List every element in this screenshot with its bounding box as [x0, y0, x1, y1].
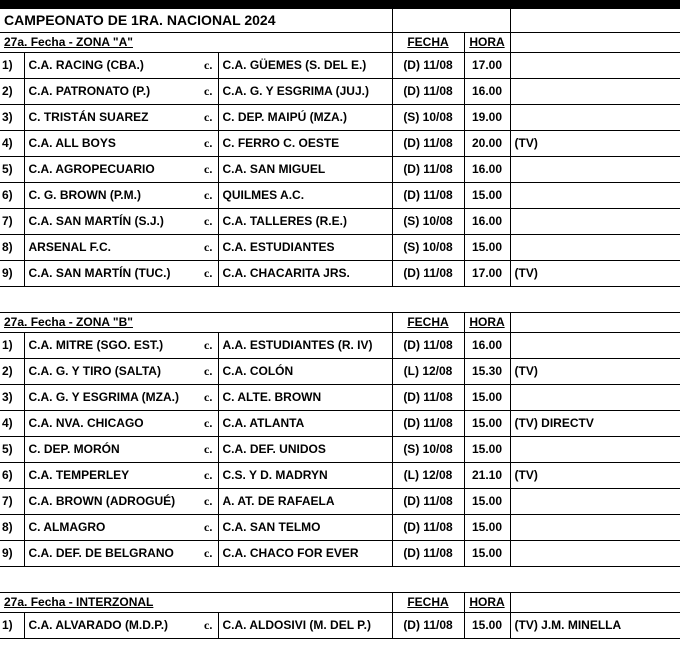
home-team: C. G. BROWN (P.M.): [24, 183, 200, 209]
match-date: (S) 10/08: [392, 209, 464, 235]
match-row: [0, 515, 680, 541]
broadcast-info: [510, 157, 680, 183]
versus-mark: c.: [200, 131, 218, 157]
section-header-row: [0, 33, 680, 53]
away-team: C.A. ESTUDIANTES: [218, 235, 392, 261]
hora-header: HORA: [464, 33, 510, 53]
broadcast-info: [510, 105, 680, 131]
away-team: C.A. ATLANTA: [218, 411, 392, 437]
match-time: 15.00: [464, 437, 510, 463]
broadcast-info: [510, 235, 680, 261]
match-date: (D) 11/08: [392, 613, 464, 639]
versus-mark: c.: [200, 105, 218, 131]
versus-mark: c.: [200, 541, 218, 567]
versus-mark: c.: [200, 157, 218, 183]
away-team: C.A. G. Y ESGRIMA (JUJ.): [218, 79, 392, 105]
match-row: [0, 183, 680, 209]
home-team: C.A. DEF. DE BELGRANO: [24, 541, 200, 567]
versus-mark: c.: [200, 463, 218, 489]
fixture-table: [0, 8, 680, 639]
match-date: (D) 11/08: [392, 79, 464, 105]
broadcast-info: (TV) DIRECTV: [510, 411, 680, 437]
home-team: C.A. AGROPECUARIO: [24, 157, 200, 183]
match-date: (S) 10/08: [392, 105, 464, 131]
home-team: C. DEP. MORÓN: [24, 437, 200, 463]
broadcast-info: [510, 79, 680, 105]
away-team: C.A. COLÓN: [218, 359, 392, 385]
broadcast-info: [510, 183, 680, 209]
versus-mark: c.: [200, 53, 218, 79]
home-team: C.A. SAN MARTÍN (S.J.): [24, 209, 200, 235]
match-row: [0, 359, 680, 385]
match-time: 17.00: [464, 261, 510, 287]
match-number: 1): [0, 333, 24, 359]
away-team: C. DEP. MAIPÚ (MZA.): [218, 105, 392, 131]
home-team: C.A. MITRE (SGO. EST.): [24, 333, 200, 359]
match-date: (D) 11/08: [392, 131, 464, 157]
match-row: [0, 53, 680, 79]
section-label: 27a. Fecha - ZONA "B": [0, 313, 392, 333]
match-number: 8): [0, 235, 24, 261]
away-team: C.A. SAN TELMO: [218, 515, 392, 541]
away-team: C.A. SAN MIGUEL: [218, 157, 392, 183]
match-date: (D) 11/08: [392, 333, 464, 359]
match-time: 20.00: [464, 131, 510, 157]
away-team: C. ALTE. BROWN: [218, 385, 392, 411]
broadcast-info: [510, 541, 680, 567]
match-row: [0, 437, 680, 463]
match-date: (D) 11/08: [392, 515, 464, 541]
home-team: C.A. ALL BOYS: [24, 131, 200, 157]
match-number: 9): [0, 261, 24, 287]
broadcast-info: (TV): [510, 261, 680, 287]
versus-mark: c.: [200, 411, 218, 437]
match-date: (L) 12/08: [392, 463, 464, 489]
away-team: C.A. TALLERES (R.E.): [218, 209, 392, 235]
match-date: (D) 11/08: [392, 489, 464, 515]
away-team: C.A. DEF. UNIDOS: [218, 437, 392, 463]
home-team: C.A. BROWN (ADROGUÉ): [24, 489, 200, 515]
match-row: [0, 105, 680, 131]
away-team: C.A. CHACARITA JRS.: [218, 261, 392, 287]
match-number: 4): [0, 411, 24, 437]
versus-mark: c.: [200, 261, 218, 287]
match-number: 4): [0, 131, 24, 157]
section-label: 27a. Fecha - ZONA "A": [0, 33, 392, 53]
match-number: 6): [0, 183, 24, 209]
match-number: 7): [0, 209, 24, 235]
match-row: [0, 131, 680, 157]
spacer-cell: [0, 567, 680, 593]
match-row: [0, 333, 680, 359]
match-number: 6): [0, 463, 24, 489]
home-team: C.A. TEMPERLEY: [24, 463, 200, 489]
blank-header-cell: [510, 313, 680, 333]
home-team: C.A. SAN MARTÍN (TUC.): [24, 261, 200, 287]
broadcast-info: (TV): [510, 131, 680, 157]
title-blank-cell: [392, 9, 510, 33]
versus-mark: c.: [200, 333, 218, 359]
match-time: 16.00: [464, 209, 510, 235]
match-row: [0, 411, 680, 437]
match-row: [0, 79, 680, 105]
hora-header: HORA: [464, 313, 510, 333]
away-team: QUILMES A.C.: [218, 183, 392, 209]
versus-mark: c.: [200, 489, 218, 515]
match-number: 3): [0, 105, 24, 131]
match-time: 15.00: [464, 411, 510, 437]
section-header-row: [0, 593, 680, 613]
match-number: 1): [0, 613, 24, 639]
fecha-header: FECHA: [392, 593, 464, 613]
match-date: (D) 11/08: [392, 157, 464, 183]
match-row: [0, 209, 680, 235]
match-number: 1): [0, 53, 24, 79]
match-time: 19.00: [464, 105, 510, 131]
match-time: 21.10: [464, 463, 510, 489]
spacer-cell: [0, 287, 680, 313]
versus-mark: c.: [200, 79, 218, 105]
broadcast-info: [510, 515, 680, 541]
match-row: [0, 541, 680, 567]
home-team: C.A. ALVARADO (M.D.P.): [24, 613, 200, 639]
home-team: C.A. G. Y ESGRIMA (MZA.): [24, 385, 200, 411]
away-team: C. FERRO C. OESTE: [218, 131, 392, 157]
match-date: (L) 12/08: [392, 359, 464, 385]
section-spacer: [0, 287, 680, 313]
broadcast-info: (TV) J.M. MINELLA: [510, 613, 680, 639]
versus-mark: c.: [200, 209, 218, 235]
fecha-header: FECHA: [392, 33, 464, 53]
versus-mark: c.: [200, 613, 218, 639]
match-date: (D) 11/08: [392, 385, 464, 411]
home-team: C.A. PATRONATO (P.): [24, 79, 200, 105]
section-label: 27a. Fecha - INTERZONAL: [0, 593, 392, 613]
page-title: CAMPEONATO DE 1RA. NACIONAL 2024: [0, 9, 392, 33]
away-team: A.A. ESTUDIANTES (R. IV): [218, 333, 392, 359]
match-time: 15.00: [464, 385, 510, 411]
away-team: C.A. ALDOSIVI (M. DEL P.): [218, 613, 392, 639]
match-number: 8): [0, 515, 24, 541]
match-date: (D) 11/08: [392, 53, 464, 79]
versus-mark: c.: [200, 359, 218, 385]
match-row: [0, 235, 680, 261]
away-team: C.S. Y D. MADRYN: [218, 463, 392, 489]
away-team: C.A. CHACO FOR EVER: [218, 541, 392, 567]
versus-mark: c.: [200, 437, 218, 463]
match-number: 2): [0, 79, 24, 105]
match-row: [0, 261, 680, 287]
broadcast-info: [510, 489, 680, 515]
match-row: [0, 489, 680, 515]
versus-mark: c.: [200, 183, 218, 209]
fixture-sheet: [0, 8, 680, 639]
broadcast-info: (TV): [510, 463, 680, 489]
match-time: 17.00: [464, 53, 510, 79]
match-date: (D) 11/08: [392, 411, 464, 437]
match-time: 16.00: [464, 157, 510, 183]
away-team: A. AT. DE RAFAELA: [218, 489, 392, 515]
home-team: C.A. G. Y TIRO (SALTA): [24, 359, 200, 385]
home-team: C. ALMAGRO: [24, 515, 200, 541]
match-time: 15.00: [464, 235, 510, 261]
match-row: [0, 157, 680, 183]
versus-mark: c.: [200, 385, 218, 411]
match-row: [0, 385, 680, 411]
broadcast-info: [510, 437, 680, 463]
top-edge-bar: [0, 0, 680, 8]
home-team: ARSENAL F.C.: [24, 235, 200, 261]
broadcast-info: [510, 209, 680, 235]
match-date: (S) 10/08: [392, 235, 464, 261]
match-number: 5): [0, 157, 24, 183]
title-blank-cell: [510, 9, 680, 33]
away-team: C.A. GÜEMES (S. DEL E.): [218, 53, 392, 79]
versus-mark: c.: [200, 515, 218, 541]
broadcast-info: [510, 53, 680, 79]
match-time: 15.00: [464, 515, 510, 541]
hora-header: HORA: [464, 593, 510, 613]
match-number: 5): [0, 437, 24, 463]
blank-header-cell: [510, 593, 680, 613]
match-date: (D) 11/08: [392, 541, 464, 567]
blank-header-cell: [510, 33, 680, 53]
match-time: 15.00: [464, 489, 510, 515]
broadcast-info: (TV): [510, 359, 680, 385]
broadcast-info: [510, 333, 680, 359]
match-time: 16.00: [464, 333, 510, 359]
home-team: C.A. NVA. CHICAGO: [24, 411, 200, 437]
match-row: [0, 613, 680, 639]
fecha-header: FECHA: [392, 313, 464, 333]
match-number: 2): [0, 359, 24, 385]
match-time: 15.00: [464, 183, 510, 209]
match-number: 3): [0, 385, 24, 411]
title-row: [0, 9, 680, 33]
match-time: 15.00: [464, 613, 510, 639]
home-team: C. TRISTÁN SUAREZ: [24, 105, 200, 131]
match-date: (S) 10/08: [392, 437, 464, 463]
section-header-row: [0, 313, 680, 333]
match-time: 16.00: [464, 79, 510, 105]
match-date: (D) 11/08: [392, 261, 464, 287]
versus-mark: c.: [200, 235, 218, 261]
home-team: C.A. RACING (CBA.): [24, 53, 200, 79]
match-row: [0, 463, 680, 489]
match-time: 15.30: [464, 359, 510, 385]
match-time: 15.00: [464, 541, 510, 567]
section-spacer: [0, 567, 680, 593]
match-number: 7): [0, 489, 24, 515]
broadcast-info: [510, 385, 680, 411]
match-number: 9): [0, 541, 24, 567]
match-date: (D) 11/08: [392, 183, 464, 209]
